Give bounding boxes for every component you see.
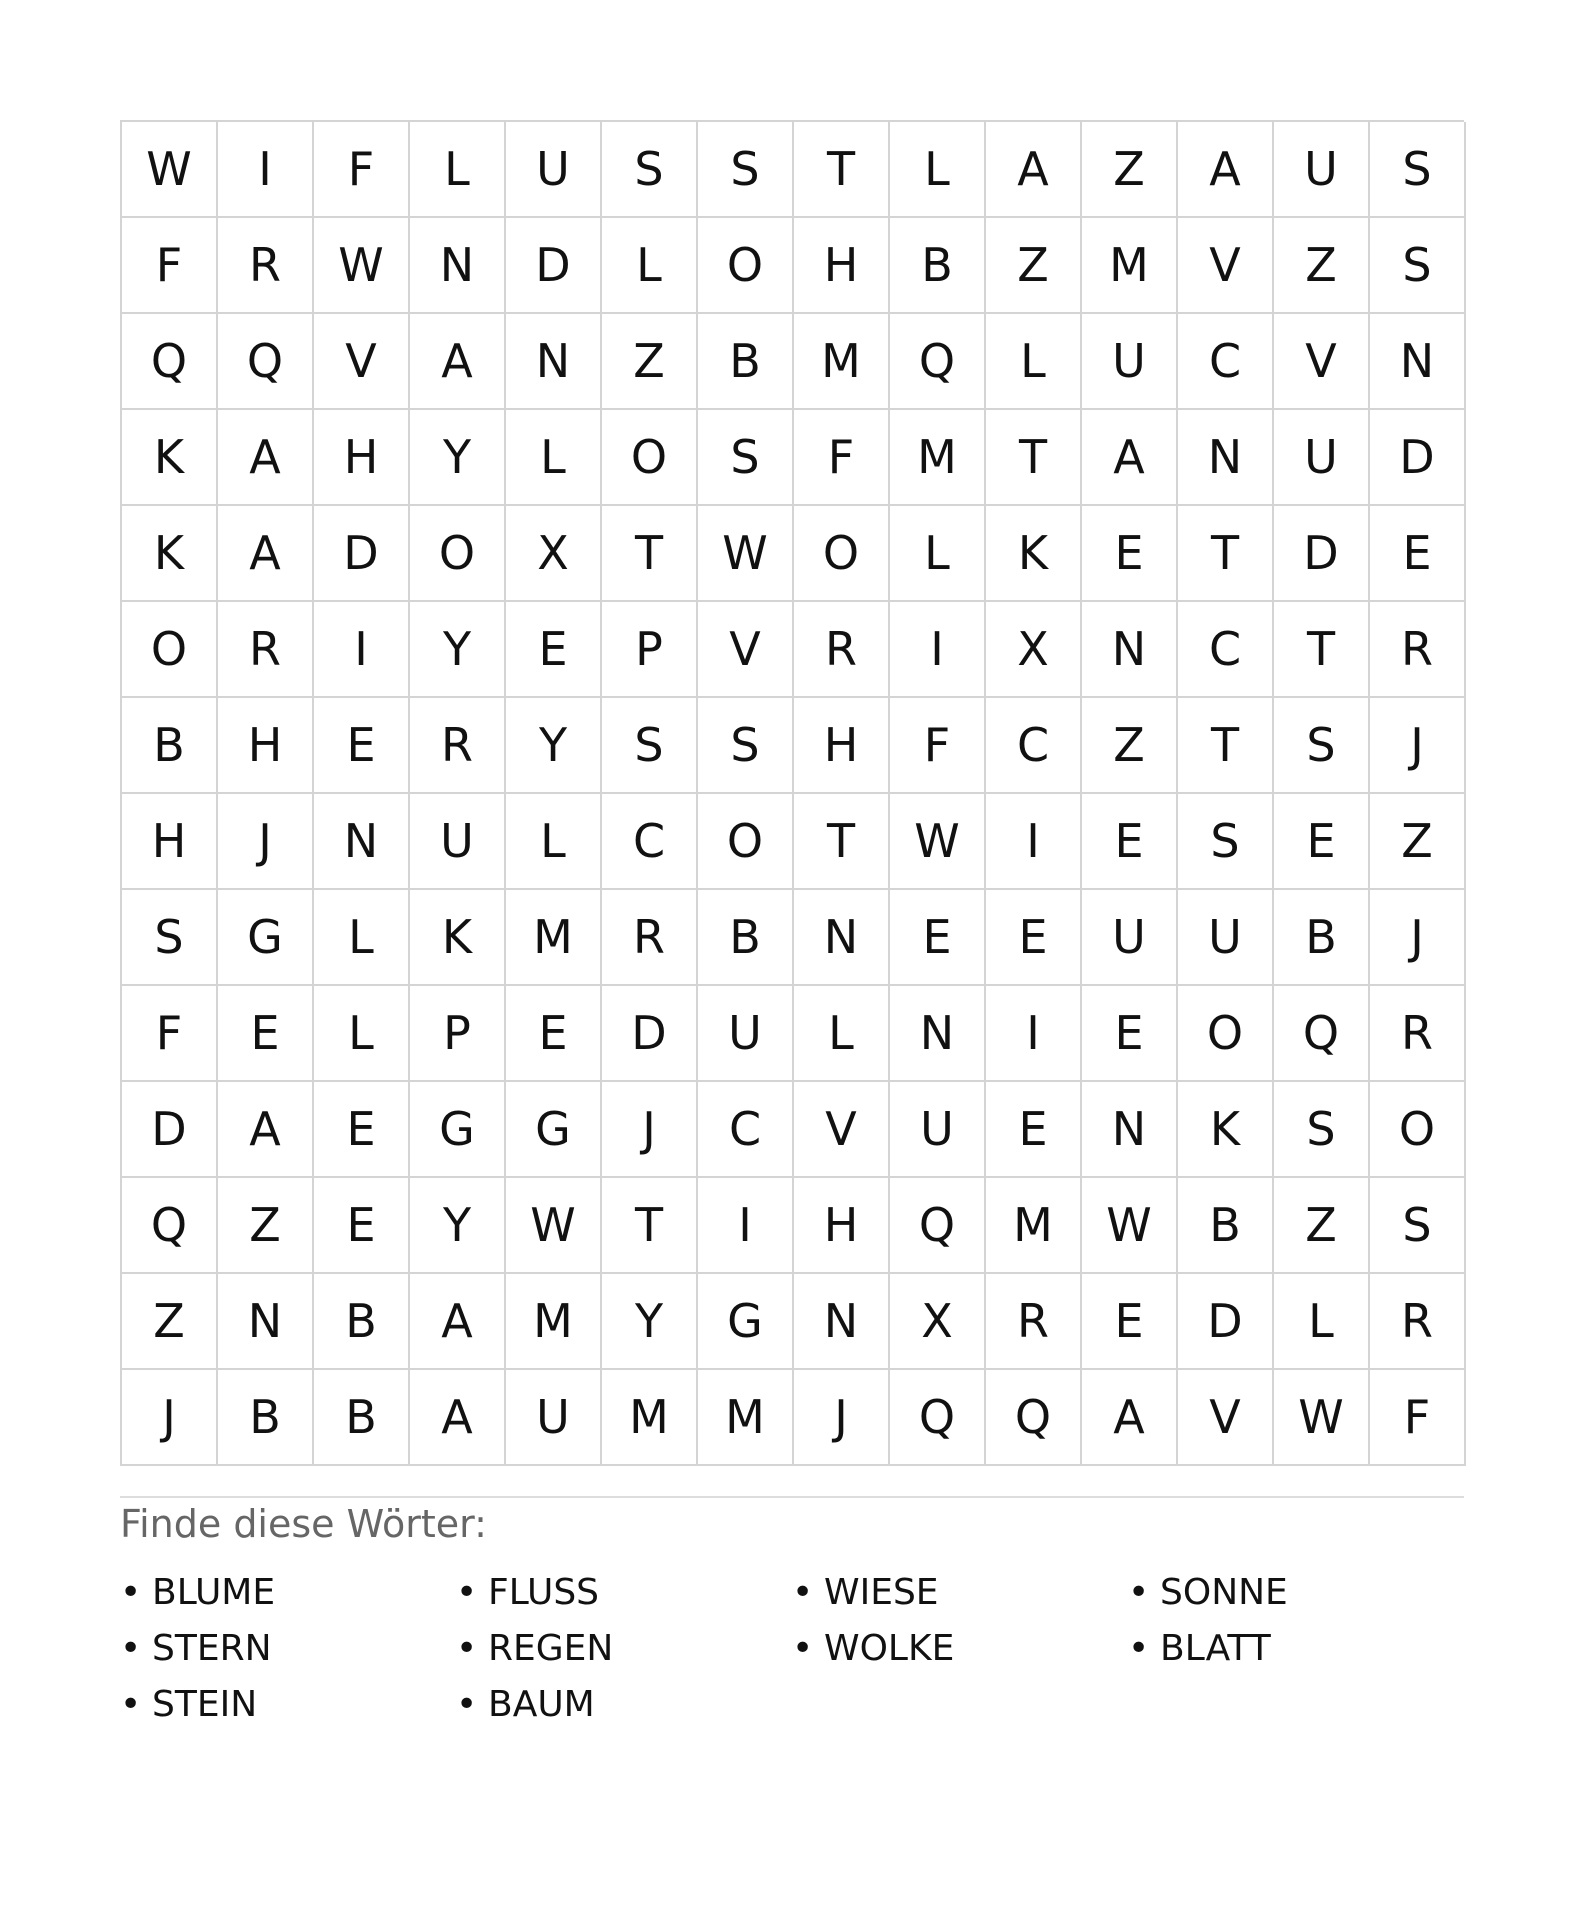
grid-cell[interactable]: F bbox=[794, 410, 890, 506]
grid-cell[interactable]: E bbox=[1082, 794, 1178, 890]
grid-cell[interactable]: W bbox=[1082, 1178, 1178, 1274]
grid-cell[interactable]: L bbox=[314, 890, 410, 986]
grid-cell[interactable]: Z bbox=[602, 314, 698, 410]
grid-cell[interactable]: E bbox=[890, 890, 986, 986]
grid-cell[interactable]: T bbox=[602, 506, 698, 602]
grid-cell[interactable]: R bbox=[794, 602, 890, 698]
grid-cell[interactable]: A bbox=[218, 1082, 314, 1178]
grid-cell[interactable]: M bbox=[890, 410, 986, 506]
grid-cell[interactable]: D bbox=[1178, 1274, 1274, 1370]
grid-cell[interactable]: J bbox=[794, 1370, 890, 1466]
grid-cell[interactable]: P bbox=[602, 602, 698, 698]
grid-cell[interactable]: Y bbox=[506, 698, 602, 794]
grid-cell[interactable]: E bbox=[986, 1082, 1082, 1178]
grid-cell[interactable]: J bbox=[602, 1082, 698, 1178]
word-list-item bbox=[1128, 1564, 1464, 1620]
grid-cell[interactable]: E bbox=[314, 1082, 410, 1178]
grid-cell[interactable]: A bbox=[986, 122, 1082, 218]
grid-cell[interactable]: B bbox=[122, 698, 218, 794]
grid-cell[interactable]: U bbox=[506, 122, 602, 218]
grid-cell[interactable]: A bbox=[410, 1274, 506, 1370]
grid-cell[interactable]: G bbox=[698, 1274, 794, 1370]
grid-cell[interactable]: Q bbox=[890, 314, 986, 410]
grid-cell[interactable]: T bbox=[1178, 698, 1274, 794]
grid-cell[interactable]: S bbox=[698, 698, 794, 794]
grid-cell[interactable]: E bbox=[506, 986, 602, 1082]
grid-cell[interactable]: N bbox=[410, 218, 506, 314]
grid-cell[interactable]: N bbox=[218, 1274, 314, 1370]
bullet-icon: • bbox=[456, 1683, 478, 1725]
grid-cell[interactable]: Y bbox=[410, 410, 506, 506]
grid-cell[interactable]: G bbox=[410, 1082, 506, 1178]
grid-cell[interactable]: N bbox=[794, 890, 890, 986]
grid-cell[interactable]: R bbox=[1370, 986, 1466, 1082]
grid-cell[interactable]: G bbox=[218, 890, 314, 986]
word-list-item bbox=[792, 1620, 1128, 1676]
grid-cell[interactable]: O bbox=[602, 410, 698, 506]
bullet-icon: • bbox=[1128, 1627, 1150, 1669]
grid-cell[interactable]: R bbox=[986, 1274, 1082, 1370]
grid-cell[interactable]: O bbox=[1370, 1082, 1466, 1178]
grid-cell[interactable]: N bbox=[314, 794, 410, 890]
grid-cell[interactable]: T bbox=[986, 410, 1082, 506]
grid-cell[interactable]: W bbox=[1274, 1370, 1370, 1466]
grid-cell[interactable]: L bbox=[890, 506, 986, 602]
word-list-item bbox=[120, 1676, 456, 1732]
word-list-item bbox=[120, 1564, 456, 1620]
grid-cell[interactable]: T bbox=[794, 794, 890, 890]
word-label: STERN bbox=[152, 1627, 272, 1669]
grid-cell[interactable]: Y bbox=[410, 1178, 506, 1274]
word-list-item bbox=[120, 1620, 456, 1676]
bullet-icon: • bbox=[120, 1627, 142, 1669]
grid-cell[interactable]: B bbox=[1178, 1178, 1274, 1274]
grid-cell[interactable]: R bbox=[1370, 602, 1466, 698]
grid-cell[interactable]: M bbox=[506, 1274, 602, 1370]
grid-cell[interactable]: J bbox=[1370, 890, 1466, 986]
grid-cell[interactable]: X bbox=[986, 602, 1082, 698]
grid-cell[interactable]: R bbox=[410, 698, 506, 794]
grid-cell[interactable]: L bbox=[506, 410, 602, 506]
word-label: SONNE bbox=[1160, 1571, 1288, 1613]
grid-cell[interactable]: I bbox=[314, 602, 410, 698]
grid-cell[interactable]: O bbox=[1178, 986, 1274, 1082]
grid-cell[interactable]: E bbox=[1082, 986, 1178, 1082]
bullet-icon: • bbox=[792, 1571, 814, 1613]
grid-cell[interactable]: B bbox=[218, 1370, 314, 1466]
grid-cell[interactable]: L bbox=[890, 122, 986, 218]
grid-cell[interactable]: O bbox=[794, 506, 890, 602]
grid-cell[interactable]: V bbox=[794, 1082, 890, 1178]
grid-cell[interactable]: M bbox=[602, 1370, 698, 1466]
grid-cell[interactable]: D bbox=[506, 218, 602, 314]
grid-cell[interactable]: I bbox=[890, 602, 986, 698]
grid-cell[interactable]: U bbox=[410, 794, 506, 890]
grid-cell[interactable]: W bbox=[314, 218, 410, 314]
grid-cell[interactable]: J bbox=[218, 794, 314, 890]
word-label: STEIN bbox=[152, 1683, 258, 1725]
grid-cell[interactable]: S bbox=[602, 698, 698, 794]
grid-cell[interactable]: V bbox=[1178, 1370, 1274, 1466]
grid-cell[interactable]: F bbox=[314, 122, 410, 218]
grid-cell[interactable]: V bbox=[698, 602, 794, 698]
grid-cell[interactable]: J bbox=[1370, 698, 1466, 794]
grid-cell[interactable]: E bbox=[1370, 506, 1466, 602]
grid-cell[interactable]: Z bbox=[218, 1178, 314, 1274]
grid-cell[interactable]: M bbox=[1082, 218, 1178, 314]
grid-cell[interactable]: Q bbox=[890, 1178, 986, 1274]
grid-cell[interactable]: A bbox=[1082, 1370, 1178, 1466]
grid-cell[interactable]: U bbox=[1178, 890, 1274, 986]
grid-cell[interactable]: N bbox=[1178, 410, 1274, 506]
grid-cell[interactable]: X bbox=[506, 506, 602, 602]
grid-cell[interactable]: G bbox=[506, 1082, 602, 1178]
grid-cell[interactable]: L bbox=[794, 986, 890, 1082]
grid-cell[interactable]: U bbox=[1082, 314, 1178, 410]
grid-cell[interactable]: L bbox=[986, 314, 1082, 410]
grid-cell[interactable]: Z bbox=[122, 1274, 218, 1370]
grid-cell[interactable]: E bbox=[1274, 794, 1370, 890]
grid-cell[interactable]: I bbox=[218, 122, 314, 218]
grid-cell[interactable]: K bbox=[1178, 1082, 1274, 1178]
grid-cell[interactable]: S bbox=[602, 122, 698, 218]
grid-cell[interactable]: U bbox=[1274, 410, 1370, 506]
grid-cell[interactable]: B bbox=[314, 1370, 410, 1466]
grid-cell[interactable]: A bbox=[218, 410, 314, 506]
grid-cell[interactable]: Q bbox=[218, 314, 314, 410]
grid-cell[interactable]: L bbox=[410, 122, 506, 218]
grid-cell[interactable]: S bbox=[698, 410, 794, 506]
grid-cell[interactable]: Z bbox=[1082, 122, 1178, 218]
grid-cell[interactable]: C bbox=[602, 794, 698, 890]
grid-cell[interactable]: S bbox=[122, 890, 218, 986]
grid-cell[interactable]: V bbox=[314, 314, 410, 410]
grid-cell[interactable]: M bbox=[986, 1178, 1082, 1274]
grid-cell[interactable]: A bbox=[410, 1370, 506, 1466]
grid-cell[interactable]: H bbox=[794, 698, 890, 794]
word-search-puzzle bbox=[120, 120, 1464, 1732]
grid-cell[interactable]: L bbox=[506, 794, 602, 890]
grid-cell[interactable]: O bbox=[410, 506, 506, 602]
word-label: REGEN bbox=[488, 1627, 614, 1669]
grid-cell[interactable]: N bbox=[1082, 1082, 1178, 1178]
grid-cell[interactable]: Q bbox=[1274, 986, 1370, 1082]
bullet-icon: • bbox=[456, 1627, 478, 1669]
grid-cell[interactable]: B bbox=[314, 1274, 410, 1370]
grid-cell[interactable]: E bbox=[986, 890, 1082, 986]
grid-cell[interactable]: Q bbox=[890, 1370, 986, 1466]
grid-cell[interactable]: Y bbox=[410, 602, 506, 698]
grid-cell[interactable]: S bbox=[1274, 698, 1370, 794]
grid-cell[interactable]: P bbox=[410, 986, 506, 1082]
word-list-item bbox=[1128, 1620, 1464, 1676]
grid-cell[interactable]: E bbox=[314, 698, 410, 794]
grid-cell[interactable]: K bbox=[410, 890, 506, 986]
grid-cell[interactable]: I bbox=[986, 986, 1082, 1082]
grid-cell[interactable]: N bbox=[1082, 602, 1178, 698]
grid-cell[interactable]: H bbox=[314, 410, 410, 506]
grid-cell[interactable]: A bbox=[410, 314, 506, 410]
grid-cell[interactable]: N bbox=[794, 1274, 890, 1370]
grid-cell[interactable]: L bbox=[314, 986, 410, 1082]
grid-cell[interactable]: L bbox=[602, 218, 698, 314]
grid-cell[interactable]: Z bbox=[986, 218, 1082, 314]
word-list bbox=[120, 1564, 1464, 1732]
word-list-item bbox=[456, 1676, 792, 1732]
grid-cell[interactable]: E bbox=[506, 602, 602, 698]
grid-cell[interactable]: H bbox=[218, 698, 314, 794]
grid-cell[interactable]: N bbox=[890, 986, 986, 1082]
grid-cell[interactable]: C bbox=[986, 698, 1082, 794]
grid-cell[interactable]: R bbox=[218, 218, 314, 314]
bullet-icon: • bbox=[120, 1571, 142, 1613]
grid-cell[interactable]: E bbox=[1082, 506, 1178, 602]
grid-cell[interactable]: U bbox=[506, 1370, 602, 1466]
grid-cell[interactable]: W bbox=[698, 506, 794, 602]
grid-cell[interactable]: O bbox=[698, 218, 794, 314]
word-label: WIESE bbox=[824, 1571, 939, 1613]
grid-cell[interactable]: K bbox=[122, 506, 218, 602]
grid-cell[interactable]: D bbox=[1274, 506, 1370, 602]
grid-cell[interactable]: X bbox=[890, 1274, 986, 1370]
grid-cell[interactable]: U bbox=[890, 1082, 986, 1178]
grid-cell[interactable]: W bbox=[890, 794, 986, 890]
grid-cell[interactable]: U bbox=[1274, 122, 1370, 218]
word-label: BLATT bbox=[1160, 1627, 1271, 1669]
grid-cell[interactable]: E bbox=[314, 1178, 410, 1274]
grid-cell[interactable]: K bbox=[986, 506, 1082, 602]
grid-cell[interactable]: C bbox=[1178, 602, 1274, 698]
grid-cell[interactable]: H bbox=[794, 1178, 890, 1274]
bullet-icon: • bbox=[456, 1571, 478, 1613]
grid-cell[interactable]: K bbox=[122, 410, 218, 506]
grid-cell[interactable]: N bbox=[1370, 314, 1466, 410]
bullet-icon: • bbox=[1128, 1571, 1150, 1613]
grid-cell[interactable]: F bbox=[890, 698, 986, 794]
grid-cell[interactable]: M bbox=[506, 890, 602, 986]
grid-cell[interactable]: B bbox=[890, 218, 986, 314]
grid-cell[interactable]: S bbox=[1274, 1082, 1370, 1178]
grid-cell[interactable]: W bbox=[506, 1178, 602, 1274]
grid-cell[interactable]: S bbox=[1370, 218, 1466, 314]
grid-cell[interactable]: Q bbox=[122, 1178, 218, 1274]
grid-cell[interactable]: B bbox=[1274, 890, 1370, 986]
word-list-heading: Finde diese Wörter: bbox=[120, 1502, 487, 1546]
grid-cell[interactable]: S bbox=[1178, 794, 1274, 890]
grid-cell[interactable]: A bbox=[1178, 122, 1274, 218]
grid-cell[interactable]: T bbox=[602, 1178, 698, 1274]
word-label: BLUME bbox=[152, 1571, 276, 1613]
grid-cell[interactable]: T bbox=[1178, 506, 1274, 602]
grid-cell[interactable]: T bbox=[794, 122, 890, 218]
divider bbox=[120, 1496, 1464, 1498]
grid-cell[interactable]: H bbox=[122, 794, 218, 890]
word-list-item bbox=[456, 1564, 792, 1620]
grid-cell[interactable]: D bbox=[1370, 410, 1466, 506]
grid-cell[interactable]: C bbox=[1178, 314, 1274, 410]
grid-cell[interactable]: V bbox=[1178, 218, 1274, 314]
grid-cell[interactable]: T bbox=[1274, 602, 1370, 698]
grid-cell[interactable]: Q bbox=[986, 1370, 1082, 1466]
grid-cell[interactable]: Z bbox=[1370, 794, 1466, 890]
grid-cell[interactable]: I bbox=[698, 1178, 794, 1274]
grid-cell[interactable]: Z bbox=[1082, 698, 1178, 794]
grid-cell[interactable]: A bbox=[1082, 410, 1178, 506]
grid-cell[interactable]: F bbox=[122, 986, 218, 1082]
grid-cell[interactable]: M bbox=[794, 314, 890, 410]
grid-cell[interactable]: D bbox=[314, 506, 410, 602]
grid-cell[interactable]: L bbox=[1274, 1274, 1370, 1370]
grid-cell[interactable]: Y bbox=[602, 1274, 698, 1370]
grid-cell[interactable]: J bbox=[122, 1370, 218, 1466]
grid-cell[interactable]: O bbox=[122, 602, 218, 698]
grid-cell[interactable]: S bbox=[698, 122, 794, 218]
letter-grid bbox=[120, 120, 1464, 1466]
grid-cell[interactable]: U bbox=[698, 986, 794, 1082]
grid-cell[interactable]: A bbox=[218, 506, 314, 602]
grid-cell[interactable]: O bbox=[698, 794, 794, 890]
grid-cell[interactable]: R bbox=[1370, 1274, 1466, 1370]
grid-cell[interactable]: D bbox=[122, 1082, 218, 1178]
grid-cell[interactable]: E bbox=[218, 986, 314, 1082]
word-list-item bbox=[792, 1564, 1128, 1620]
word-label: BAUM bbox=[488, 1683, 595, 1725]
grid-cell[interactable]: B bbox=[698, 890, 794, 986]
grid-cell[interactable]: V bbox=[1274, 314, 1370, 410]
grid-cell[interactable]: F bbox=[122, 218, 218, 314]
grid-cell[interactable]: D bbox=[602, 986, 698, 1082]
grid-cell[interactable]: S bbox=[1370, 1178, 1466, 1274]
word-label: WOLKE bbox=[824, 1627, 955, 1669]
grid-cell[interactable]: N bbox=[506, 314, 602, 410]
word-label: FLUSS bbox=[488, 1571, 600, 1613]
grid-cell[interactable]: R bbox=[218, 602, 314, 698]
grid-cell[interactable]: C bbox=[698, 1082, 794, 1178]
grid-cell[interactable]: Q bbox=[122, 314, 218, 410]
grid-cell[interactable]: B bbox=[698, 314, 794, 410]
grid-cell[interactable]: M bbox=[698, 1370, 794, 1466]
word-list-item bbox=[456, 1620, 792, 1676]
grid-cell[interactable]: Z bbox=[1274, 1178, 1370, 1274]
grid-cell[interactable]: H bbox=[794, 218, 890, 314]
grid-cell[interactable]: E bbox=[1082, 1274, 1178, 1370]
grid-cell[interactable]: W bbox=[122, 122, 218, 218]
bullet-icon: • bbox=[120, 1683, 142, 1725]
grid-cell[interactable]: U bbox=[1082, 890, 1178, 986]
grid-cell[interactable]: I bbox=[986, 794, 1082, 890]
grid-cell[interactable]: Z bbox=[1274, 218, 1370, 314]
grid-cell[interactable]: F bbox=[1370, 1370, 1466, 1466]
bullet-icon: • bbox=[792, 1627, 814, 1669]
grid-cell[interactable]: S bbox=[1370, 122, 1466, 218]
grid-cell[interactable]: R bbox=[602, 890, 698, 986]
